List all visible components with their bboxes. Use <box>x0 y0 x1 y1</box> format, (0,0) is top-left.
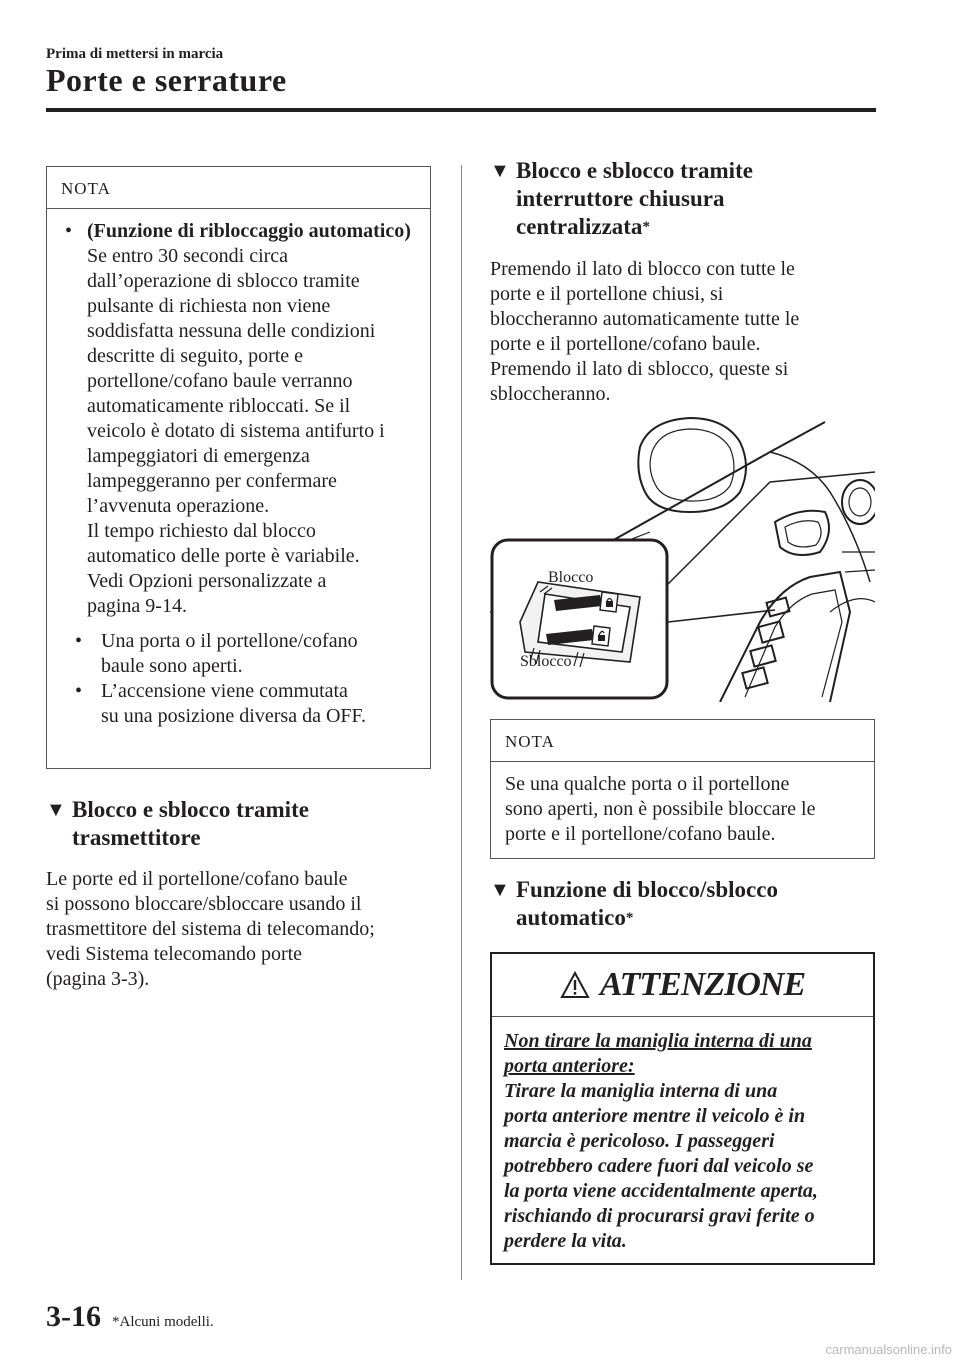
asterisk-mark: * <box>625 910 634 926</box>
warning-line: perdere la vita. <box>504 1230 627 1252</box>
para-line: trasmettitore del sistema di telecomando; <box>46 918 375 940</box>
warning-heading-line: porta anteriore: <box>504 1055 635 1077</box>
heading-line: trasmettitore <box>72 825 201 850</box>
door-panel-drawing <box>490 412 875 702</box>
section-central-switch <box>490 157 880 407</box>
bullet-content <box>87 219 411 619</box>
title-rule <box>46 108 876 112</box>
bullet-line: soddisfatta nessuna delle condizioni <box>87 320 376 342</box>
triangle-marker-icon: ▼ <box>46 799 66 821</box>
note-body <box>47 209 430 739</box>
bullet-line: l’avvenuta operazione. <box>87 495 270 517</box>
sub-list-item <box>75 679 418 729</box>
para-line: porte e il portellone/cofano baule. <box>490 333 761 355</box>
sub-list-item <box>75 629 418 679</box>
note-bullet <box>65 219 418 619</box>
warning-triangle-icon <box>560 971 590 999</box>
bullet-line: Il tempo richiesto dal blocco <box>87 520 316 542</box>
para-line: Premendo il lato di blocco con tutte le <box>490 258 795 280</box>
bullet-line: Vedi Opzioni personalizzate a <box>87 570 327 592</box>
section-transmitter <box>46 796 446 992</box>
page-number: 3-16 <box>46 1300 101 1333</box>
triangle-marker-icon: ▼ <box>490 879 510 901</box>
bullet-line: pagina 9-14. <box>87 595 187 617</box>
page-title: Porte e serrature <box>46 62 287 98</box>
section-heading <box>46 796 446 852</box>
para-line: vedi Sistema telecomando porte <box>46 943 303 965</box>
bullet-marker: • <box>65 220 73 242</box>
bullet-line: automatico delle porte è variabile. <box>87 545 360 567</box>
note-box-right <box>490 719 875 859</box>
warning-line: la porta viene accidentalmente aperta, <box>504 1180 818 1202</box>
note-line: Se una qualche porta o il portellone <box>505 773 790 795</box>
heading-line: centralizzata <box>516 214 643 239</box>
para-line: si possono bloccare/sbloccare usando il <box>46 893 362 915</box>
para-line: sbloccheranno. <box>490 383 611 405</box>
section-paragraph <box>46 867 446 992</box>
column-divider <box>461 165 462 1280</box>
footnote: *Alcuni modelli. <box>112 1314 214 1330</box>
note-line: porte e il portellone/cofano baule. <box>505 823 776 845</box>
note-line: sono aperti, non è possibile bloccare le <box>505 798 816 820</box>
warning-box <box>490 952 875 1265</box>
heading-line: Blocco e sblocco tramite <box>516 158 753 183</box>
para-line: Le porte ed il portellone/cofano baule <box>46 868 348 890</box>
warning-line: porta anteriore mentre il veicolo è in <box>504 1105 806 1127</box>
heading-line: automatico <box>516 905 626 930</box>
watermark: carmanualsonline.info <box>825 1342 952 1357</box>
note-label: NOTA <box>47 167 430 209</box>
bullet-title: (Funzione di ribloccaggio automatico) <box>87 220 411 242</box>
warning-line: rischiando di procurarsi gravi ferite o <box>504 1205 815 1227</box>
sub-item-line: Una porta o il portellone/cofano <box>101 630 358 652</box>
bullet-line: descritte di seguito, porte e <box>87 345 304 367</box>
para-line: (pagina 3-3). <box>46 968 150 990</box>
para-line: bloccheranno automaticamente tutte le <box>490 308 800 330</box>
triangle-marker-icon: ▼ <box>490 160 510 182</box>
label-unlock: Sblocco <box>520 653 572 670</box>
heading-line: Funzione di blocco/sblocco <box>516 877 778 902</box>
sub-item-line: su una posizione diversa da OFF. <box>101 705 367 727</box>
bullet-line: dall’operazione di sblocco tramite <box>87 270 360 292</box>
warning-label: ATTENZIONE <box>599 966 806 1003</box>
warning-body <box>492 1017 873 1254</box>
door-switch-illustration <box>490 412 875 702</box>
note-label: NOTA <box>491 720 874 762</box>
asterisk-mark: * <box>642 219 650 235</box>
sub-bullet-marker: • <box>75 680 83 702</box>
bullet-line: portellone/cofano baule verranno <box>87 370 353 392</box>
bullet-line: lampeggiatori di emergenza <box>87 445 310 467</box>
section-heading <box>490 876 880 932</box>
section-paragraph <box>490 257 880 407</box>
section-auto-lock <box>490 876 880 932</box>
warning-line: Tirare la maniglia interna di una <box>504 1080 778 1102</box>
bullet-line: veicolo è dotato di sistema antifurto i <box>87 420 385 442</box>
sub-item-line: baule sono aperti. <box>101 655 243 677</box>
bullet-line: automaticamente ribloccati. Se il <box>87 395 351 417</box>
sub-bullet-marker: • <box>75 630 83 652</box>
section-heading <box>490 157 880 241</box>
note-body <box>491 762 874 857</box>
warning-line: potrebbero cadere fuori dal veicolo se <box>504 1155 814 1177</box>
note-box-left <box>46 166 431 769</box>
heading-line: Blocco e sblocco tramite <box>72 797 309 822</box>
breadcrumb: Prima di mettersi in marcia <box>46 46 224 62</box>
bullet-line: pulsante di richiesta non viene <box>87 295 331 317</box>
sub-item-line: L’accensione viene commutata <box>101 680 348 702</box>
warning-heading-line: Non tirare la maniglia interna di una <box>504 1030 812 1052</box>
label-lock: Blocco <box>548 569 594 586</box>
para-line: Premendo il lato di sblocco, queste si <box>490 358 789 380</box>
heading-line: interruttore chiusura <box>516 186 725 211</box>
bullet-line: Se entro 30 secondi circa <box>87 245 289 267</box>
warning-line: marcia è pericoloso. I passeggeri <box>504 1130 775 1152</box>
bullet-line: lampeggeranno per confermare <box>87 470 337 492</box>
para-line: porte e il portellone chiusi, si <box>490 283 724 305</box>
warning-header <box>492 954 873 1017</box>
